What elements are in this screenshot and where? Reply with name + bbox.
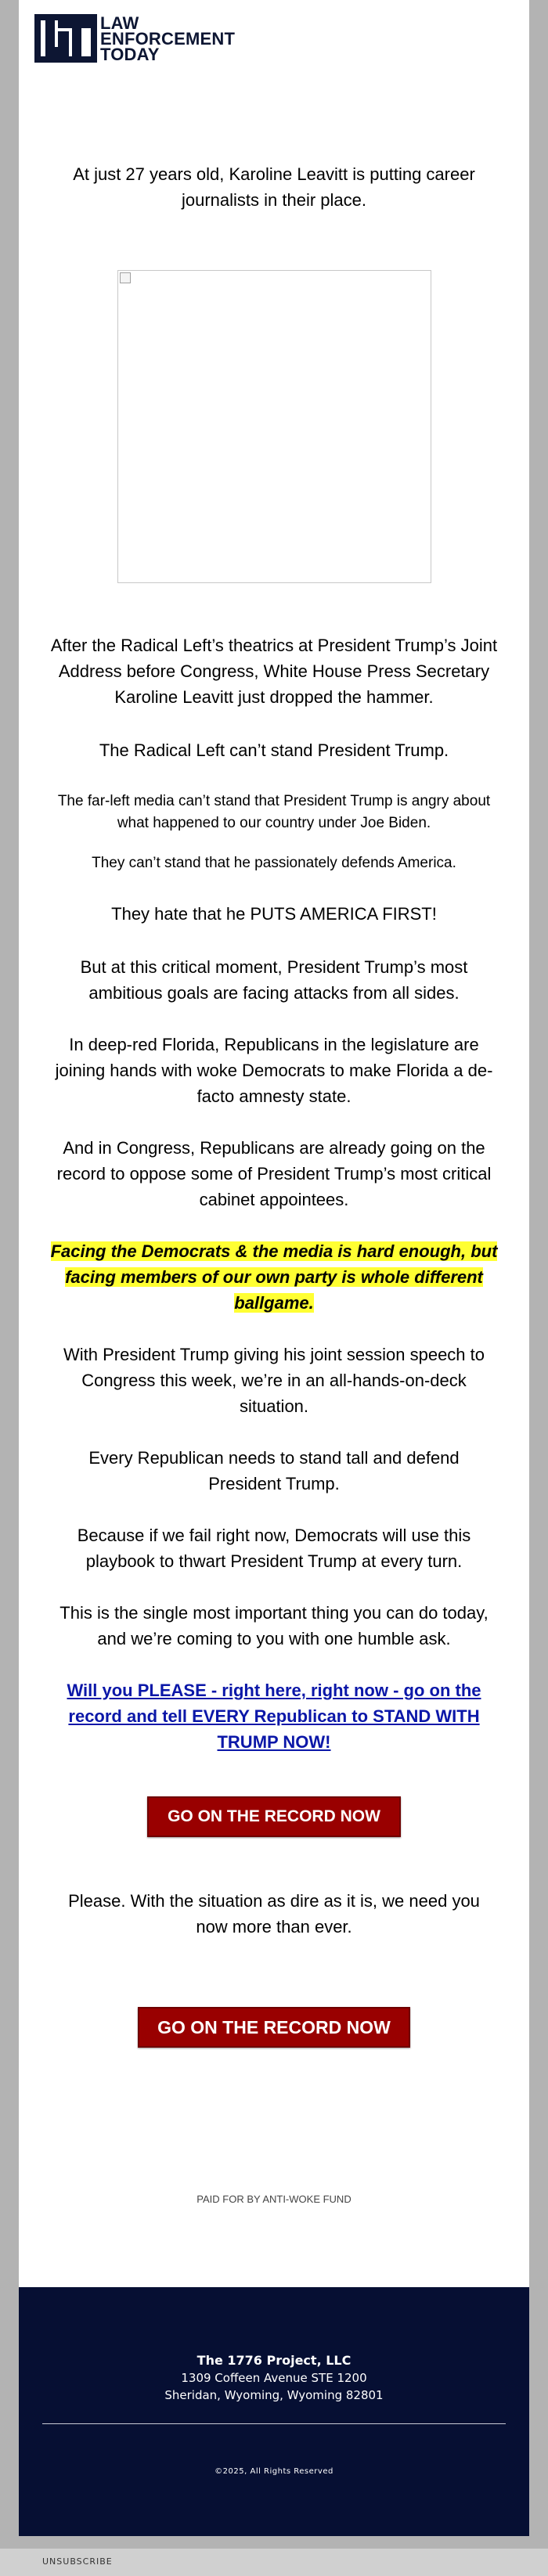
logo-wordmark — [100, 13, 236, 64]
body-paragraph-1: After the Radical Left’s theatrics at President Trump’s Joint Address before Congress, White House Press Secretary Karoline Leavitt just dropped the hammer. — [50, 636, 498, 707]
go-on-record-button-1[interactable]: GO ON THE RECORD NOW — [147, 1796, 401, 1837]
body-paragraph-8: And in Congress, Republicans are already going on the record to oppose some of President Trump’s most critical cabinet appointees. — [56, 1138, 492, 1209]
body-paragraph-5: They hate that he PUTS AMERICA FIRST! — [111, 904, 437, 924]
paid-for-disclaimer: PAID FOR BY ANTI-WOKE FUND — [196, 2193, 352, 2205]
body-paragraph-4: They can’t stand that he passionately defends America. — [92, 855, 456, 871]
article-image[interactable] — [117, 270, 431, 583]
logo[interactable] — [34, 14, 285, 64]
logo-line-1: LAW — [100, 13, 139, 33]
footer-divider — [42, 2423, 506, 2424]
body-paragraph-7: In deep-red Florida, Republicans in the legislature are joining hands with woke Democrats to make Florida a de-facto amnesty state. — [55, 1035, 493, 1106]
highlight-paragraph — [50, 1238, 498, 1316]
broken-image-icon — [120, 272, 131, 283]
email-container — [19, 0, 529, 2536]
body-paragraph-3: The far-left media can’t stand that President Trump is angry about what happened to our country under Joe Biden. — [57, 793, 491, 831]
logo-line-3: TODAY — [100, 45, 160, 64]
plea-paragraph: Please. With the situation as dire as it is, we need you now more than ever. — [68, 1891, 480, 1937]
let-monogram-icon — [34, 14, 97, 63]
body-paragraph-2: The Radical Left can’t stand President Trump. — [99, 740, 449, 760]
body2-paragraph-1: With President Trump giving his joint session speech to Congress this week, we’re in an all-hands-on-deck situation. — [63, 1345, 485, 1416]
body2-paragraph-3: Because if we fail right now, Democrats will use this playbook to thwart President Trump at every turn. — [77, 1526, 471, 1571]
footer — [19, 2287, 529, 2536]
intro-text: At just 27 years old, Karoline Leavitt is putting career journalists in their place. — [73, 164, 475, 210]
cta-link-paragraph — [50, 1677, 498, 1755]
footer-address-1: 1309 Coffeen Avenue STE 1200 — [181, 2371, 367, 2385]
body2-paragraph-4: This is the single most important thing you can do today, and we’re coming to you with one humble ask. — [59, 1603, 489, 1648]
go-on-record-button-2[interactable]: GO ON THE RECORD NOW — [138, 2007, 410, 2048]
body-paragraph-6: But at this critical moment, President Trump’s most ambitious goals are facing attacks from all sides. — [80, 957, 468, 1003]
footer-address-2: Sheridan, Wyoming, Wyoming 82801 — [164, 2388, 384, 2402]
footer-company: The 1776 Project, LLC — [196, 2353, 352, 2368]
unsubscribe-link[interactable]: UNSUBSCRIBE — [42, 2556, 113, 2567]
footer-copyright: ©2025, All Rights Reserved — [215, 2467, 333, 2476]
body2-paragraph-2: Every Republican needs to stand tall and defend President Trump. — [88, 1448, 460, 1493]
cta-link[interactable]: Will you PLEASE - right here, right now - go on the record and tell EVERY Republican to STAND WITH TRUMP NOW! — [67, 1681, 481, 1752]
highlight-text: Facing the Democrats & the media is hard enough, but facing members of our own party is whole different ballgame. — [50, 1241, 498, 1313]
logo-line-2: ENFORCEMENT — [100, 29, 236, 49]
